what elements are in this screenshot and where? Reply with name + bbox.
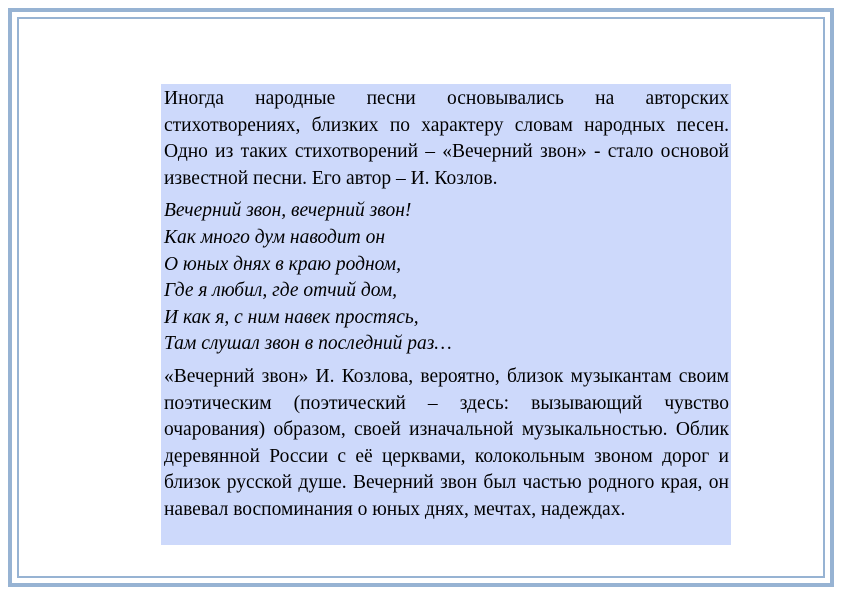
poem-line: Там слушал звон в последний раз… bbox=[164, 333, 452, 355]
poem-line: Вечерний звон, вечерний звон! bbox=[164, 200, 412, 222]
poem-line: Как много дум наводит он bbox=[164, 226, 386, 248]
conclusion-paragraph: «Вечерний звон» И. Козлова, вероятно, близок музыкантам своим поэтическим (поэтический – здесь: вызывающий чувство очарования) образом, своей изначальной музыкальностью. Облик деревянной России с её церквами, колокольным звоном дорог и близок русской душе. Вечерний звон был частью родного края, он навевал воспоминания о юных днях, мечтах, надеждах. bbox=[164, 365, 729, 520]
poem-line: О юных днях в краю родном, bbox=[164, 253, 401, 275]
text-box bbox=[161, 84, 731, 545]
poem-line: Где я любил, где отчий дом, bbox=[164, 280, 398, 302]
poem-line: И как я, с ним навек простясь, bbox=[164, 306, 419, 328]
intro-paragraph: Иногда народные песни основывались на авторских стихотворениях, близких по характеру словам народных песен. Одно из таких стихотворений – «Вечерний звон» - стало основой известной песни. Его автор – И. Козлов. bbox=[164, 88, 729, 189]
poem bbox=[164, 198, 729, 358]
